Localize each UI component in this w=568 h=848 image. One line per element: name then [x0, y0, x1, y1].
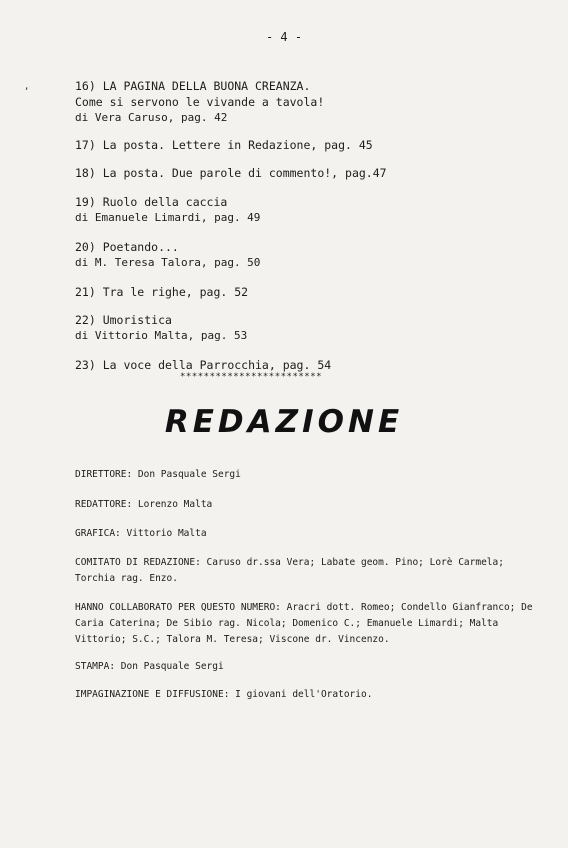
toc-item-title: 23) La voce della Parrocchia, pag. 54 [75, 358, 332, 372]
toc-item [75, 137, 373, 153]
credit-line: IMPAGINAZIONE E DIFFUSIONE: I giovani dell'Oratorio. [75, 689, 373, 700]
toc-item-title: 19) Ruolo della caccia [75, 195, 228, 209]
credit-line: COMITATO DI REDAZIONE: Caruso dr.ssa Vera; Labate geom. Pino; Lorè Carmela; Torchia rag. Enzo. [75, 557, 504, 584]
separator-stars: ************************ [180, 372, 323, 382]
toc-item [75, 239, 260, 271]
toc-item [75, 357, 331, 373]
toc-item [75, 312, 247, 344]
credit-line: GRAFICA: Vittorio Malta [75, 528, 207, 539]
section-heading: REDAZIONE [164, 404, 404, 440]
toc-item [75, 194, 260, 226]
credit-line: STAMPA: Don Pasquale Sergi [75, 661, 224, 672]
toc-item-title: 17) La posta. Lettere in Redazione, pag. 45 [75, 138, 373, 152]
toc-item-author: di M. Teresa Talora, pag. 50 [75, 256, 261, 269]
credit-line: DIRETTORE: Don Pasquale Sergi [75, 469, 241, 480]
toc-item-author: di Vera Caruso, pag. 42 [75, 111, 228, 124]
toc-item-title: 20) Poetando... [75, 240, 179, 254]
toc-item-subtitle: Come si servono le vivande a tavola! [75, 95, 325, 109]
toc-item-title: 18) La posta. Due parole di commento!, pag.47 [75, 166, 387, 180]
toc-item-title: 16) LA PAGINA DELLA BUONA CREANZA. [75, 79, 311, 93]
toc-item-title: 22) Umoristica [75, 313, 172, 327]
toc-item-title: 21) Tra le righe, pag. 52 [75, 285, 249, 299]
credit-line: HANNO COLLABORATO PER QUESTO NUMERO: Aracri dott. Romeo; Condello Gianfranco; De Caria Caterina; De Sibio rag. Nicola; Domenico C.; Emanuele Limardi; Malta Vittorio; S.C.; Talora M. Teresa; Viscone dr. Vincenzo. [75, 602, 533, 645]
margin-mark: , [24, 82, 30, 92]
toc-item-author: di Emanuele Limardi, pag. 49 [75, 211, 261, 224]
credit-line: REDATTORE: Lorenzo Malta [75, 499, 213, 510]
toc-item [75, 284, 248, 300]
toc-item [75, 165, 387, 181]
page-number: - 4 - [265, 30, 303, 44]
toc-item [75, 78, 324, 126]
toc-item-author: di Vittorio Malta, pag. 53 [75, 329, 248, 342]
